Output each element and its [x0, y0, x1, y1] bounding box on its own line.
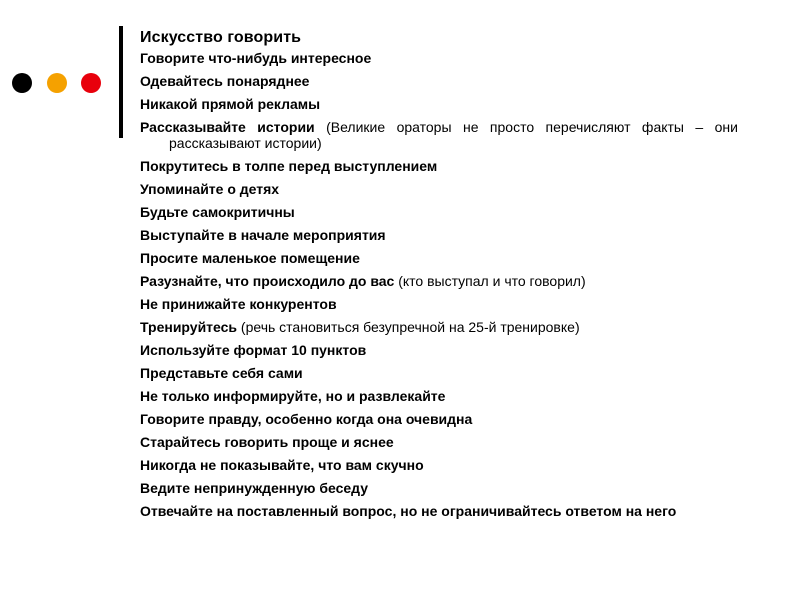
list-item-note: (кто выступал и что говорил)	[394, 273, 586, 289]
black-dot-icon	[12, 73, 32, 93]
list-item-title: Отвечайте на поставленный вопрос, но не ограничивайтесь ответом на него	[140, 503, 677, 519]
list-item-title: Тренируйтесь	[140, 319, 238, 335]
list-item-title: Ведите непринужденную беседу	[140, 480, 368, 496]
list-item	[140, 227, 738, 243]
list-item	[140, 319, 738, 335]
list-item-title: Используйте формат 10 пунктов	[140, 342, 367, 358]
list-item-note: (речь становиться безупречной на 25-й тренировке)	[237, 319, 580, 335]
list-item-title: Рассказывайте истории	[140, 119, 315, 135]
list-item-title: Никогда не показывайте, что вам скучно	[140, 457, 424, 473]
list-item-title: Не принижайте конкурентов	[140, 296, 337, 312]
list-item-title: Одевайтесь понаряднее	[140, 73, 310, 89]
slide-content	[140, 27, 738, 526]
list-item	[140, 342, 738, 358]
list-item	[140, 73, 738, 89]
list-item	[140, 119, 738, 151]
list-item-title: Говорите правду, особенно когда она очевидна	[140, 411, 473, 427]
list-item-title: Представьте себя сами	[140, 365, 303, 381]
list-item	[140, 250, 738, 266]
list-item-title: Разузнайте, что происходило до вас	[140, 273, 395, 289]
list-item	[140, 204, 738, 220]
orange-dot-icon	[47, 73, 67, 93]
vertical-divider	[119, 26, 123, 138]
list-item-title: Выступайте в начале мероприятия	[140, 227, 386, 243]
list-item	[140, 96, 738, 112]
list-item	[140, 296, 738, 312]
list-item	[140, 388, 738, 404]
tips-list	[140, 50, 738, 519]
list-item	[140, 181, 738, 197]
list-item	[140, 480, 738, 496]
list-item	[140, 503, 738, 519]
list-item-title: Просите маленькое помещение	[140, 250, 360, 266]
list-item-title: Говорите что-нибудь интересное	[140, 50, 372, 66]
list-item-title: Будьте самокритичны	[140, 204, 295, 220]
list-item-title: Покрутитесь в толпе перед выступлением	[140, 158, 438, 174]
red-dot-icon	[81, 73, 101, 93]
list-item-note: (Великие ораторы не просто перечисляют факты – они рассказывают истории)	[169, 119, 738, 151]
list-item-title: Упоминайте о детях	[140, 181, 280, 197]
list-item	[140, 365, 738, 381]
list-item-title: Не только информируйте, но и развлекайте	[140, 388, 446, 404]
list-item	[140, 434, 738, 450]
list-item-title: Никакой прямой рекламы	[140, 96, 321, 112]
list-item	[140, 273, 738, 289]
list-item	[140, 158, 738, 174]
list-item	[140, 50, 738, 66]
slide-title: Искусство говорить	[140, 29, 302, 46]
list-item-title: Старайтесь говорить проще и яснее	[140, 434, 394, 450]
list-item	[140, 457, 738, 473]
list-item	[140, 411, 738, 427]
